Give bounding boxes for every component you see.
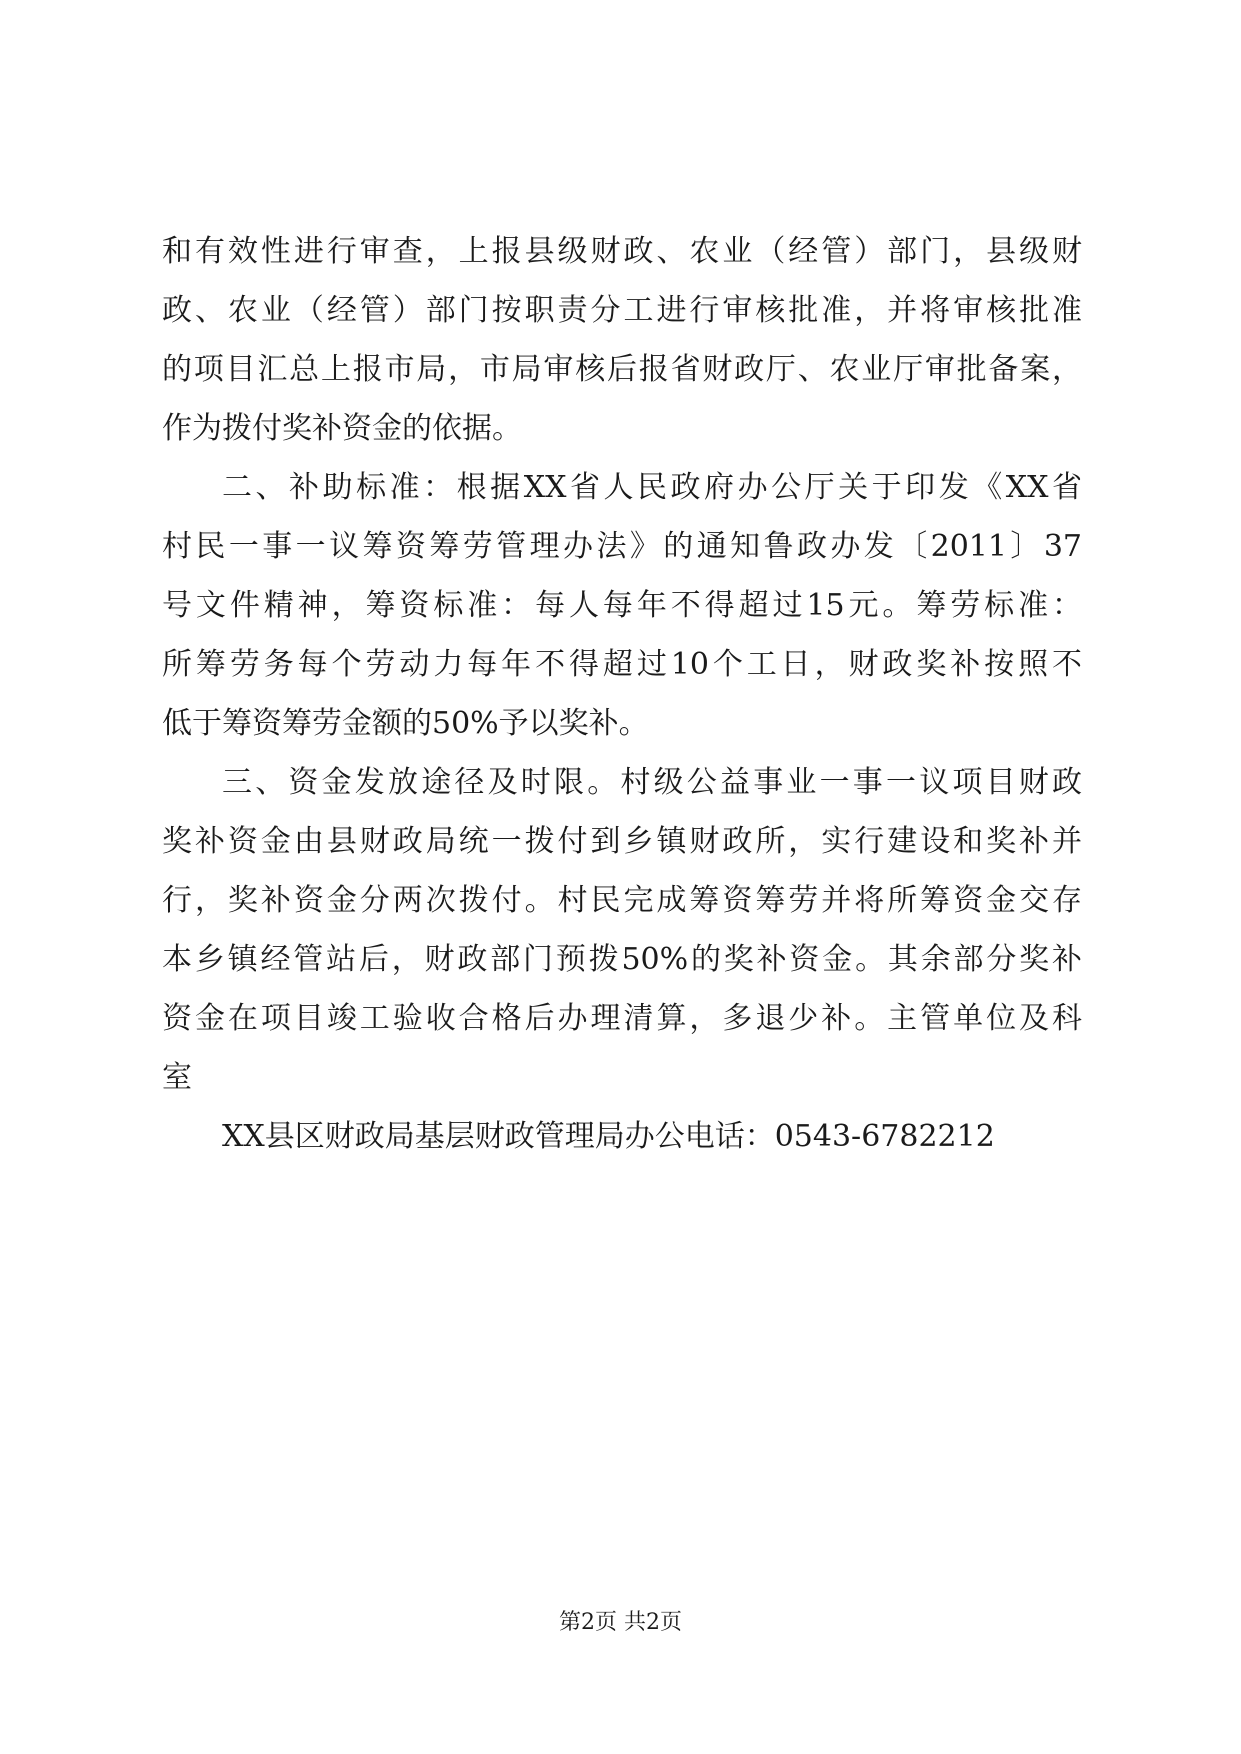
- paragraph-heading-line: 二、补助标准：根据XX省人民政府办公厅关于印发《XX省: [222, 470, 1082, 505]
- text-line: 和有效性进行审查，上报县级财政、农业（经管）部门，县级财: [162, 234, 1082, 269]
- document-body: [162, 222, 1082, 1166]
- text-line: 本乡镇经管站后，财政部门预拨50%的奖补资金。其余部分奖补: [162, 942, 1082, 977]
- text-line: 的项目汇总上报市局，市局审核后报省财政厅、农业厅审批备案，: [162, 352, 1082, 387]
- text-line: 奖补资金由县财政局统一拨付到乡镇财政所，实行建设和奖补并: [162, 824, 1082, 859]
- text-line: 作为拨付奖补资金的依据。: [162, 411, 522, 446]
- text-line: 低于筹资筹劳金额的50%予以奖补。: [162, 706, 649, 741]
- contact-line: XX县区财政局基层财政管理局办公电话：0543-6782212: [222, 1119, 995, 1154]
- text-line: 所筹劳务每个劳动力每年不得超过10个工日，财政奖补按照不: [162, 647, 1082, 682]
- text-line: 资金在项目竣工验收合格后办理清算，多退少补。主管单位及科: [162, 1001, 1082, 1036]
- text-line: 村民一事一议筹资筹劳管理办法》的通知鲁政办发〔2011〕37: [162, 529, 1082, 564]
- text-line: 行，奖补资金分两次拨付。村民完成筹资筹劳并将所筹资金交存: [162, 883, 1082, 918]
- paragraph-heading-line: 三、资金发放途径及时限。村级公益事业一事一议项目财政: [222, 765, 1082, 800]
- page-number-footer: 第2页 共2页: [559, 1610, 682, 1635]
- text-line: 室: [162, 1060, 192, 1095]
- text-line: 号文件精神，筹资标准：每人每年不得超过15元。筹劳标准：: [162, 588, 1082, 623]
- text-line: 政、农业（经管）部门按职责分工进行审核批准，并将审核批准: [162, 293, 1082, 328]
